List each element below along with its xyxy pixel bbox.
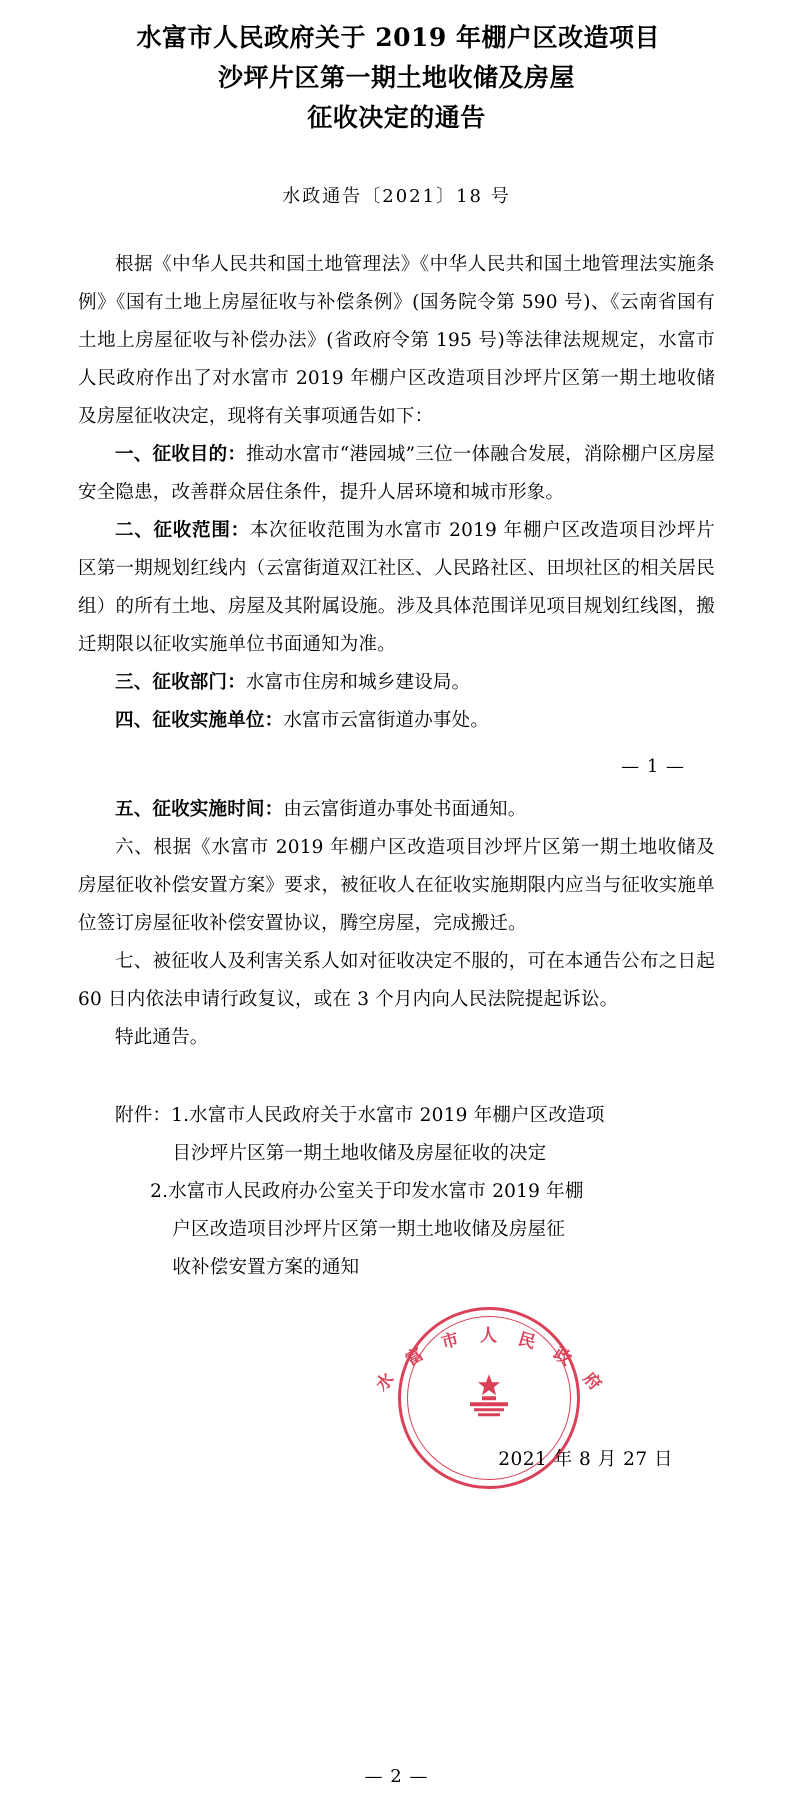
seal-text-ring: 水 富 市 人 民 政 府 <box>372 1326 606 1396</box>
signature-date: 2021 年 8 月 27 日 <box>498 1449 673 1470</box>
attachment-item-1-line-2: 目沙坪片区第一期土地收储及房屋征收的决定 <box>172 1143 547 1164</box>
paragraph-4: 三、征收部门：水富市住房和城乡建设局。 <box>115 672 471 693</box>
attachment-1-text-1: 水富市人民政府关于水富市 2019 年棚户区改造项 <box>189 1105 605 1126</box>
attachment-item-2-line-2: 户区改造项目沙坪片区第一期土地收储及房屋征 <box>172 1219 566 1240</box>
paragraph-9: 特此通告。 <box>115 1027 209 1048</box>
paragraph-8: 七、被征收人及利害关系人如对征收决定不服的，可在本通告公布之日起 60 日内依法申请行政复议，或在 3 个月内向人民法院提起诉讼。 <box>78 951 715 1010</box>
title-line-1: 水富市人民政府关于 2019 年棚户区改造项目 <box>136 23 660 52</box>
title-line-2: 沙坪片区第一期土地收储及房屋 <box>217 63 575 92</box>
attachment-2-text-1: 水富市人民政府办公室关于印发水富市 2019 年棚 <box>168 1181 584 1202</box>
page-title <box>136 14 660 138</box>
paragraph-3: 二、征收范围：本次征收范围为水富市 2019 年棚户区改造项目沙坪片区第一期规划红线内（云富街道双江社区、人民路社区、田坝社区的相关居民组）的所有土地、房屋及其附属设施。涉及具体范围详见项目规划红线图，搬迁期限以征收实施单位书面通知为准。 <box>78 520 716 655</box>
page-number-bottom: — 2 — <box>364 1766 429 1787</box>
document-number: 水政通告〔2021〕18 号 <box>282 186 511 207</box>
attachment-item-2-line-3: 收补偿安置方案的通知 <box>172 1257 360 1278</box>
signature-block <box>78 1297 715 1507</box>
attachments-label: 附件： <box>115 1105 172 1126</box>
paragraph-5: 四、征收实施单位：水富市云富街道办事处。 <box>115 710 490 731</box>
body-section-one <box>78 246 715 740</box>
paragraph-1: 根据《中华人民共和国土地管理法》《中华人民共和国土地管理法实施条例》《国有土地上房屋征收与补偿条例》(国务院令第 590 号)、《云南省国有土地上房屋征收与补偿办法》(省政府令第 195 号)等法律法规规定，水富市人民政府作出了对水富市 2019 年棚户区改造项目沙坪片区第一期土地收储及房屋征收决定，现将有关事项通告如下： <box>78 254 715 427</box>
paragraph-6: 五、征收实施时间：由云富街道办事处书面通知。 <box>115 799 527 820</box>
attachment-item-1-line-1 <box>78 1097 715 1135</box>
paragraph-7: 六、根据《水富市 2019 年棚户区改造项目沙坪片区第一期土地收储及房屋征收补偿安置方案》要求，被征收人在征收实施期限内应当与征收实施单位签订房屋征收补偿安置协议，腾空房屋，完成搬迁。 <box>78 837 715 934</box>
paragraph-2: 一、征收目的：推动水富市“港园城”三位一体融合发展，消除棚户区房屋安全隐患，改善群众居住条件，提升人居环境和城市形象。 <box>78 444 715 503</box>
body-section-two <box>78 791 715 1057</box>
attachment-2-number: 2. <box>150 1181 169 1202</box>
title-line-3: 征收决定的通告 <box>307 103 486 132</box>
attachments-section <box>78 1097 715 1287</box>
attachment-item-2-line-1 <box>78 1173 715 1211</box>
attachment-1-number: 1. <box>171 1105 190 1126</box>
page-number-top: — 1 — <box>621 756 685 777</box>
